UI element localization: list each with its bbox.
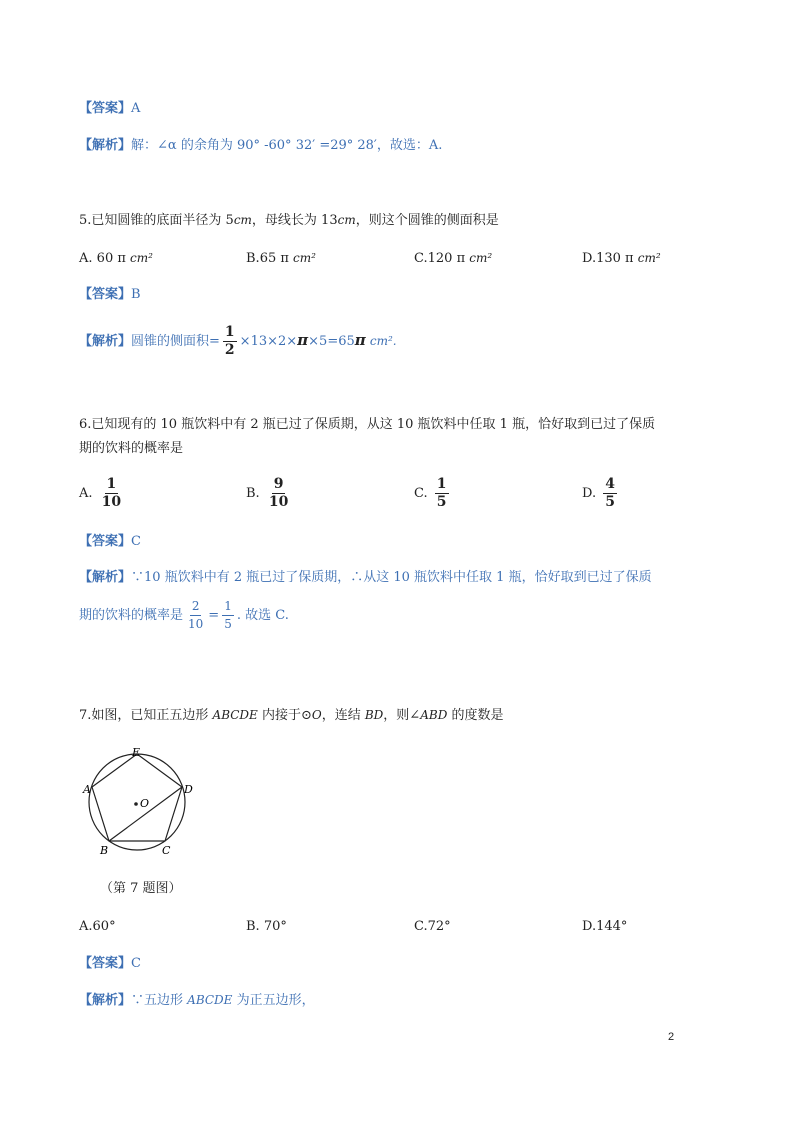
option-letter: C. bbox=[414, 919, 428, 934]
label-d: D bbox=[184, 783, 193, 796]
q7-stem-mid: 内接于⊙ bbox=[257, 708, 312, 723]
analysis-suffix: 为正五边形， bbox=[232, 993, 315, 1008]
label-c: C bbox=[162, 844, 171, 857]
option-unit: cm² bbox=[637, 251, 661, 265]
option-value: 72° bbox=[427, 919, 451, 934]
option-value: 130 π bbox=[596, 251, 634, 266]
q6-option-b bbox=[246, 476, 293, 511]
fraction-denominator: 2 bbox=[224, 342, 235, 358]
q5-stem-mid: ，母线长为 13 bbox=[251, 213, 338, 228]
analysis-name: ABCDE bbox=[187, 993, 233, 1007]
option-fraction bbox=[435, 476, 449, 511]
q7-stem-suffix: 的度数是 bbox=[447, 708, 504, 723]
option-fraction bbox=[100, 476, 123, 511]
option-value: 70° bbox=[263, 919, 287, 934]
q7-stem bbox=[79, 706, 503, 725]
option-letter: D. bbox=[582, 486, 597, 501]
center-point-o bbox=[134, 802, 138, 806]
q7-stem-mid3: ，则∠ bbox=[383, 708, 421, 723]
option-unit: cm² bbox=[469, 251, 493, 265]
pentagon-circle-figure bbox=[78, 742, 198, 860]
q4-answer bbox=[79, 100, 140, 118]
answer-label: 【答案】 bbox=[79, 101, 132, 116]
unit-cm: cm bbox=[233, 213, 252, 227]
q7-option-a bbox=[79, 918, 116, 936]
fraction-denominator: 10 bbox=[101, 494, 122, 510]
answer-label: 【答案】 bbox=[79, 956, 132, 971]
fraction-denominator: 5 bbox=[436, 494, 447, 510]
analysis-unit: cm². bbox=[369, 334, 397, 348]
fraction-denominator: 10 bbox=[268, 494, 289, 510]
analysis-label: 【解析】 bbox=[79, 334, 132, 349]
fraction-1-5 bbox=[222, 598, 234, 633]
q6-answer bbox=[79, 533, 141, 551]
option-letter: B. bbox=[246, 919, 260, 934]
q7-stem-prefix: 7.如图，已知正五边形 bbox=[79, 708, 213, 723]
fraction-numerator: 1 bbox=[436, 476, 447, 492]
q5-option-a bbox=[79, 249, 153, 268]
answer-value: C bbox=[131, 534, 141, 549]
q7-stem-mid2: ，连结 bbox=[321, 708, 365, 723]
option-letter: B. bbox=[246, 486, 260, 501]
q6-option-d bbox=[582, 476, 620, 511]
fraction-numerator: 1 bbox=[106, 476, 117, 492]
q5-analysis bbox=[79, 322, 397, 360]
fraction-half bbox=[223, 324, 237, 359]
option-letter: B. bbox=[246, 251, 260, 266]
fraction-denominator: 5 bbox=[605, 494, 615, 510]
label-a: A bbox=[83, 783, 91, 796]
option-unit: cm² bbox=[130, 251, 153, 265]
q7-option-b bbox=[246, 918, 287, 936]
option-letter: C. bbox=[414, 486, 428, 501]
fraction-numerator: 9 bbox=[273, 476, 284, 492]
segment-name: BD bbox=[364, 708, 384, 722]
fraction-denominator: 5 bbox=[224, 617, 232, 631]
option-letter: A. bbox=[79, 251, 93, 266]
option-letter: A. bbox=[79, 919, 93, 934]
circle-name: O bbox=[311, 708, 322, 722]
q6-option-c bbox=[414, 476, 452, 511]
analysis-label: 【解析】 bbox=[79, 993, 132, 1008]
q5-option-d bbox=[582, 249, 661, 268]
analysis-prefix: ∵五边形 bbox=[131, 993, 188, 1008]
option-letter: D. bbox=[582, 919, 597, 934]
circumcircle bbox=[89, 754, 185, 850]
angle-name: ABD bbox=[420, 708, 448, 722]
q5-answer bbox=[79, 286, 141, 304]
figure-caption: （第 7 题图） bbox=[100, 881, 182, 896]
q7-analysis bbox=[79, 991, 315, 1010]
q7-answer bbox=[79, 955, 141, 973]
q5-stem-prefix: 5.已知圆锥的底面半径为 5 bbox=[79, 213, 234, 228]
unit-cm: cm bbox=[337, 213, 356, 227]
pi-symbol: π bbox=[297, 331, 309, 349]
option-letter: A. bbox=[79, 486, 93, 501]
equals-sign: = bbox=[208, 608, 220, 623]
fraction-numerator: 1 bbox=[222, 598, 234, 616]
fraction-denominator: 10 bbox=[188, 617, 204, 631]
option-unit: cm² bbox=[293, 251, 316, 265]
pi-symbol: π bbox=[354, 331, 366, 349]
answer-label: 【答案】 bbox=[79, 534, 132, 549]
fraction-numerator: 4 bbox=[605, 476, 615, 492]
analysis-prefix: 圆锥的侧面积= bbox=[131, 334, 220, 349]
q5-option-c bbox=[414, 249, 492, 268]
analysis-text: 解：∠α 的余角为 90° -60° 32′ =29° 28′，故选：A. bbox=[131, 138, 443, 153]
fraction-2-10 bbox=[186, 598, 205, 633]
q7-option-d bbox=[582, 918, 627, 936]
label-b: B bbox=[100, 844, 109, 857]
label-e: E bbox=[132, 746, 141, 759]
analysis-label: 【解析】 bbox=[79, 138, 132, 153]
q6-stem-line2: 期的饮料的概率是 bbox=[79, 441, 184, 456]
q5-stem-suffix: ，则这个圆锥的侧面积是 bbox=[355, 213, 499, 228]
option-value: 144° bbox=[596, 919, 628, 934]
option-value: 120 π bbox=[427, 251, 466, 266]
option-fraction bbox=[267, 476, 290, 511]
analysis-mid2: ×5=65 bbox=[308, 334, 355, 349]
option-value: 60° bbox=[92, 919, 116, 934]
analysis-line1: ∵10 瓶饮料中有 2 瓶已过了保质期，∴从这 10 瓶饮料中任取 1 瓶，恰好取到已过了保质 bbox=[131, 570, 652, 585]
analysis-label: 【解析】 bbox=[79, 570, 132, 585]
q4-analysis bbox=[79, 137, 442, 155]
fraction-numerator: 1 bbox=[224, 324, 235, 340]
q7-option-c bbox=[414, 918, 451, 936]
fraction-numerator: 2 bbox=[190, 598, 202, 616]
pentagon-name: ABCDE bbox=[212, 708, 258, 722]
q6-stem-line1: 6.已知现有的 10 瓶饮料中有 2 瓶已过了保质期，从这 10 瓶饮料中任取 1 瓶，恰好取到已过了保质 bbox=[79, 417, 656, 432]
segment-bd bbox=[109, 787, 182, 841]
option-fraction bbox=[603, 476, 617, 511]
answer-value: C bbox=[131, 956, 141, 971]
answer-value: A bbox=[131, 101, 141, 116]
answer-value: B bbox=[131, 287, 141, 302]
q6-option-a bbox=[79, 476, 126, 511]
option-value: 65 π bbox=[259, 251, 289, 266]
option-letter: C. bbox=[414, 251, 428, 266]
answer-label: 【答案】 bbox=[79, 287, 132, 302]
page-number: 2 bbox=[668, 1031, 675, 1043]
q5-stem bbox=[79, 211, 499, 230]
analysis-line2-suffix: . 故选 C. bbox=[236, 608, 289, 623]
q6-analysis-line2 bbox=[79, 598, 289, 634]
option-letter: D. bbox=[582, 251, 597, 266]
analysis-line2-prefix: 期的饮料的概率是 bbox=[79, 608, 184, 623]
option-value: 60 π bbox=[96, 251, 126, 266]
q5-option-b bbox=[246, 249, 316, 268]
q6-analysis-line1 bbox=[79, 569, 652, 587]
analysis-mid: ×13×2× bbox=[239, 334, 298, 349]
label-o: O bbox=[140, 797, 150, 810]
